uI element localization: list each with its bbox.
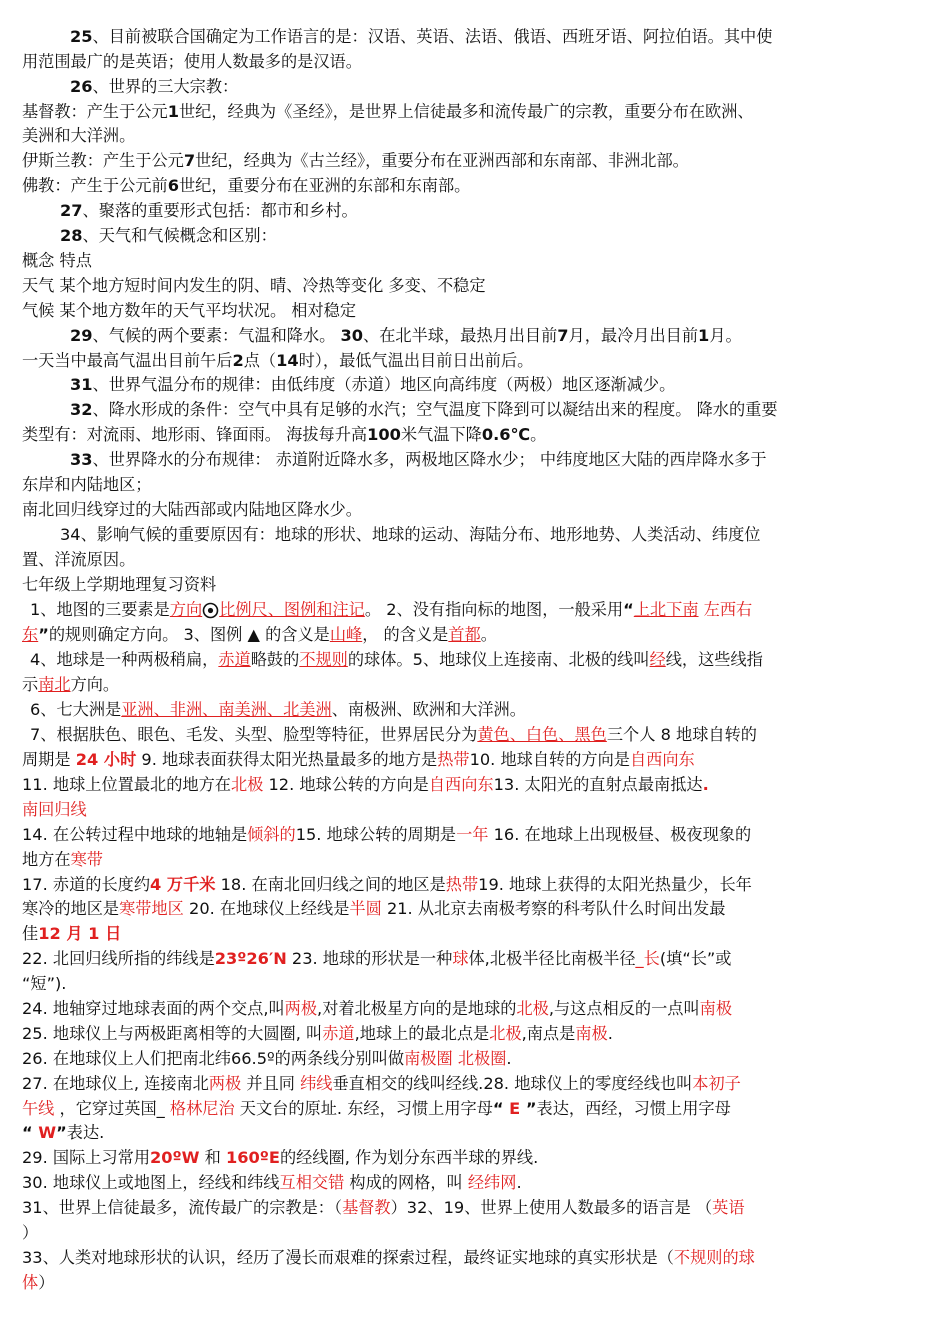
text-line: 午线 ，它穿过英国_ 格林尼治 天文台的原址. 东经，习惯上用字母“ E ”表达，西经，习惯上用字母 [22,1099,731,1118]
text-line: 27、聚落的重要形式包括：都市和乡村。 [60,201,358,220]
text-line: 6、七大洲是亚洲、非洲、南美洲、北美洲、南极洲、欧洲和大洋洲。 [30,700,526,719]
text-line: 27. 在地球仪上, 连接南北两极 并且同 纬线垂直相交的线叫经线.28. 地球仪上的零度经线也叫本初子 [22,1074,741,1093]
text-line: 31、世界气温分布的规律：由低纬度（赤道）地区向高纬度（两极）地区逐渐减少。 [70,375,676,394]
text-line: 28、天气和气候概念和区别： [60,226,277,245]
text-line: 31、世界上信徒最多，流传最广的宗教是：（基督教）32、19、世界上使用人数最多的语言是 （英语 [22,1198,745,1217]
text-line: 34、影响气候的重要原因有：地球的形状、地球的运动、海陆分布、地形地势、人类活动、纬度位 [60,525,761,544]
text-line: 东”的规则确定方向。 3、图例 ▲ 的含义是山峰， 的含义是首都。 [22,625,497,644]
text-line: 佛教：产生于公元前6世纪，重要分布在亚洲的东部和东南部。 [22,176,471,195]
triangle-mountain-icon: ▲ [247,625,260,644]
text-line: 气候 某个地方数年的天气平均状况。 相对稳定 [22,301,357,320]
text-line: 25、目前被联合国确定为工作语言的是：汉语、英语、法语、俄语、西班牙语、阿拉伯语。其中使 [70,27,773,46]
text-line: 示南北方向。 [22,675,120,694]
text-line: 29. 国际上习常用20ºW 和 160ºE的经线圈, 作为划分东西半球的界线. [22,1148,539,1167]
text-line: 用范围最广的是英语；使用人数最多的是汉语。 [22,52,362,71]
text-line: 14. 在公转过程中地球的地轴是倾斜的15. 地球公转的周期是一年 16. 在地球上出现极昼、极夜现象的 [22,825,752,844]
text-line: 南北回归线穿过的大陆西部或内陆地区降水少。 [22,500,362,519]
text-line: 体） [22,1273,55,1292]
text-line: 26、世界的三大宗教： [70,77,239,96]
text-line: 33、人类对地球形状的认识，经历了漫长而艰难的探索过程，最终证实地球的真实形状是（不规则的球 [22,1248,755,1267]
text-line: 基督教：产生于公元1世纪，经典为《圣经》，是世界上信徒最多和流传最广的宗教，重要分布在欧洲、 [22,102,754,121]
text-line: 南回归线 [22,800,87,819]
text-line: 一天当中最高气温出目前午后2点（14时），最低气温出目前日出前后。 [22,351,534,370]
text-line: 24. 地轴穿过地球表面的两个交点,叫两极,对着北极星方向的是地球的北极,与这点相反的一点叫南极 [22,999,733,1018]
text-line: “ W”表达. [22,1123,105,1142]
text-line: ） [22,1223,39,1242]
text-line: 7、根据肤色、眼色、毛发、头型、脸型等特征，世界居民分为黄色、白色、黑色三个人 8 地球自转的 [30,725,757,744]
text-line: 天气 某个地方短时间内发生的阴、晴、冷热等变化 多变、不稳定 [22,276,486,295]
text-line: 置、洋流原因。 [22,550,136,569]
text-line: 29、气候的两个要素：气温和降水。 30、在北半球，最热月出目前7月，最冷月出目前1月。 [70,326,742,345]
text-line: 32、降水形成的条件：空气中具有足够的水汽；空气温度下降到可以凝结出来的程度。 降水的重要 [70,400,778,419]
text-line: 伊斯兰教：产生于公元7世纪，经典为《古兰经》，重要分布在亚洲西部和东南部、非洲北部。 [22,151,689,170]
text-line: 33、世界降水的分布规律： 赤道附近降水多，两极地区降水少； 中纬度地区大陆的西岸降水多于 [70,450,767,469]
text-line: 22. 北回归线所指的纬线是23º26′N 23. 地球的形状是一种球体,北极半径比南极半径_长(填“长”或 [22,949,732,968]
text-line: 17. 赤道的长度约4 万千米 18. 在南北回归线之间的地区是热带19. 地球上获得的太阳光热量少，长年 [22,875,752,894]
text-line: 4、地球是一种两极稍扁，赤道略鼓的不规则的球体。5、地球仪上连接南、北极的线叫经线，这些线指 [30,650,763,669]
text-line: 类型有：对流雨、地形雨、锋面雨。 海拔每升高100米气温下降0.6℃。 [22,425,547,444]
text-line: 26. 在地球仪上人们把南北纬66.5º的两条线分别叫做南极圈 北极圈. [22,1049,512,1068]
text-line: 1、地图的三要素是方向 比例尺、图例和注记。 2、没有指向标的地图，一般采用“上北下南 左西右 [30,600,753,619]
text-line: 寒冷的地区是寒带地区 20. 在地球仪上经线是半圆 21. 从北京去南极考察的科考队什么时间出发最 [22,899,726,918]
text-line: 佳12 月 1 日 [22,924,122,943]
text-line: 东岸和内陆地区； [22,475,152,494]
text-line: 30. 地球仪上或地图上，经线和纬线互相交错 构成的网格，叫 经纬网. [22,1173,522,1192]
section-title: 七年级上学期地理复习资料 [22,575,217,594]
text-line: 25. 地球仪上与两极距离相等的大圆圈, 叫赤道,地球上的最北点是北极,南点是南极. [22,1024,613,1043]
text-line: 地方在寒带 [22,850,103,869]
text-line: 概念 特点 [22,251,92,270]
text-line: 11. 地球上位置最北的地方在北极 12. 地球公转的方向是自西向东13. 太阳光的直射点最南抵达. [22,775,709,794]
text-line: 周期是 24 小时 9. 地球表面获得太阳光热量最多的地方是热带10. 地球自转的方向是自西向东 [22,750,695,769]
text-line: “短”). [22,974,67,993]
text-line: 美洲和大洋洲。 [22,126,136,145]
compass-dot-icon [202,602,219,619]
